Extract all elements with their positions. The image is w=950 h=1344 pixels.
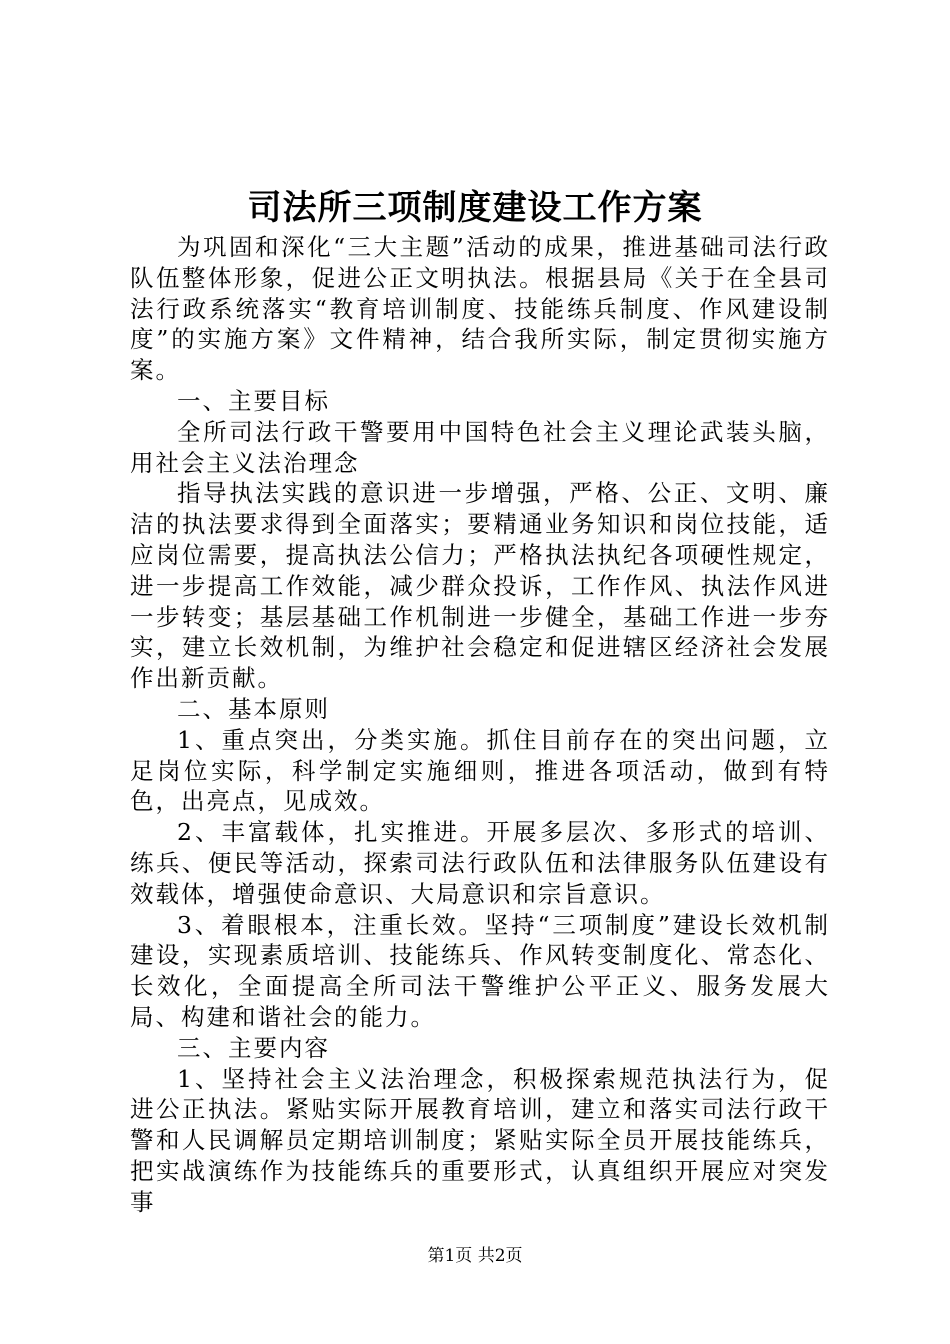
content-item: 1、坚持社会主义法治理念，积极探索规范执法行为，促进公正执法。紧贴实际开展教育培训，建立和落实司法行政干警和人民调解员定期培训制度；紧贴实际全员开展技能练兵，把实战演练作为技能练兵的重要形式，认真组织开展应对突发事: [130, 1064, 830, 1216]
document-title: 司法所三项制度建设工作方案: [247, 188, 703, 228]
body-paragraph: 指导执法实践的意识进一步增强，严格、公正、文明、廉洁的执法要求得到全面落实；要精通业务知识和岗位技能，适应岗位需要，提高执法公信力；严格执法执纪各项硬性规定，进一步提高工作效能，减少群众投诉，工作作风、执法作风进一步转变；基层基础工作机制进一步健全，基础工作进一步夯实，建立长效机制，为维护社会稳定和促进辖区经济社会发展作出新贡献。: [130, 479, 830, 693]
section-heading-principles: 二、基本原则: [177, 694, 330, 723]
principle-item: 2、丰富载体，扎实推进。开展多层次、多形式的培训、练兵、便民等活动，探索司法行政队伍和法律服务队伍建设有效载体，增强使命意识、大局意识和宗旨意识。: [130, 818, 830, 908]
section-heading-content: 三、主要内容: [177, 1033, 330, 1062]
page-number: 第1页 共2页: [427, 1246, 523, 1266]
intro-paragraph: 为巩固和深化“三大主题”活动的成果，推进基础司法行政队伍整体形象，促进公正文明执法。根据县局《关于在全县司法行政系统落实“教育培训制度、技能练兵制度、作风建设制度”的实施方案》文件精神，结合我所实际，制定贯彻实施方案。: [130, 233, 830, 385]
document-body: [130, 232, 830, 1218]
principle-item: 3、着眼根本，注重长效。坚持“三项制度”建设长效机制建设，实现素质培训、技能练兵、作风转变制度化、常态化、长效化，全面提高全所司法干警维护公平正义、服务发展大局、构建和谐社会的能力。: [130, 910, 830, 1031]
body-paragraph: 全所司法行政干警要用中国特色社会主义理论武装头脑，用社会主义法治理念: [130, 417, 830, 477]
section-heading-goals: 一、主要目标: [177, 386, 330, 415]
principle-item: 1、重点突出，分类实施。抓住目前存在的突出问题，立足岗位实际，科学制定实施细则，推进各项活动，做到有特色，出亮点，见成效。: [130, 725, 830, 816]
